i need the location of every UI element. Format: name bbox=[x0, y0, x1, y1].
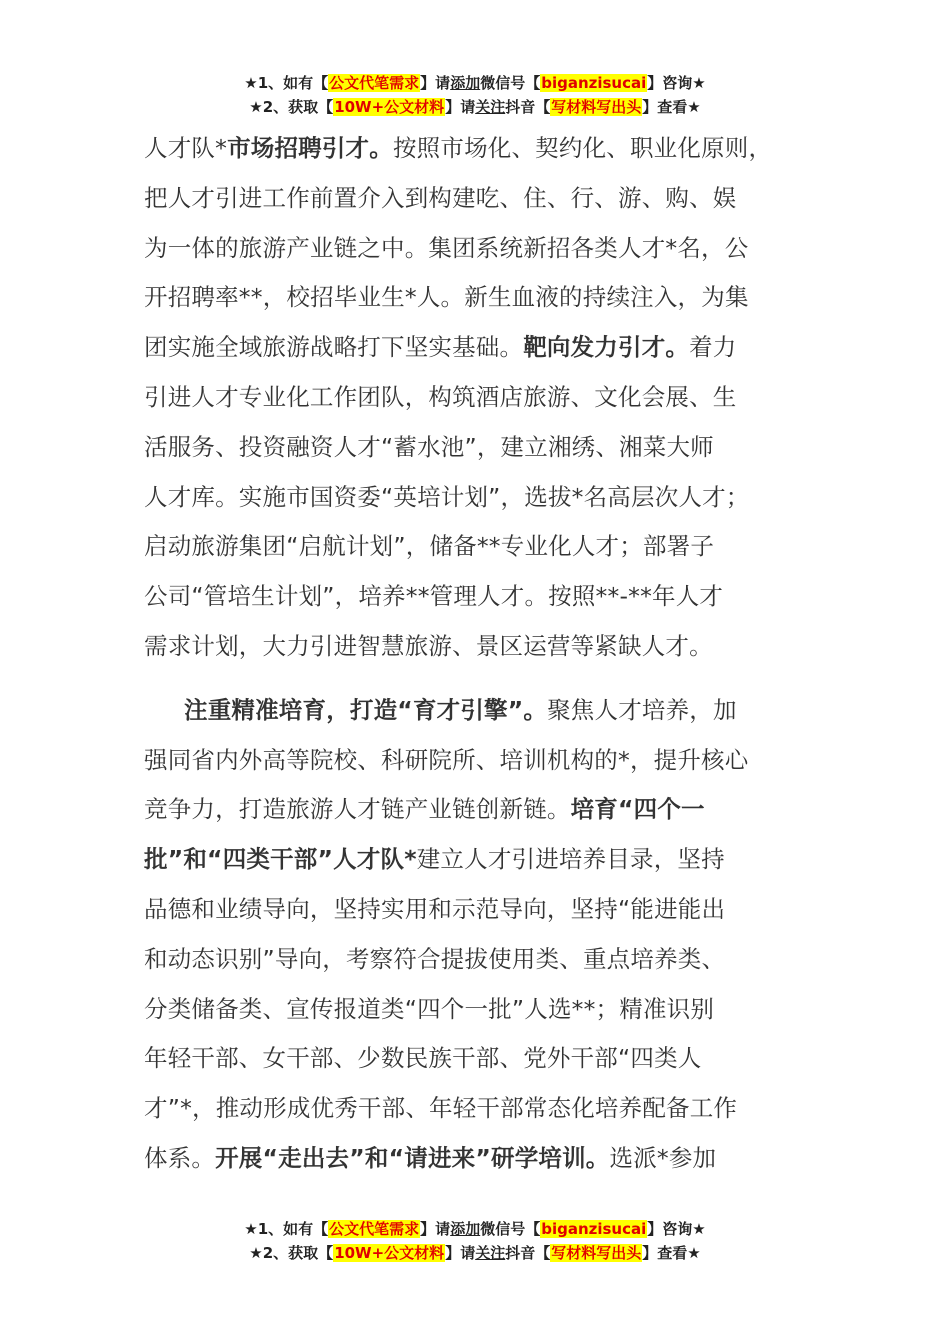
text-line bbox=[144, 124, 834, 174]
text-line: 品德和业绩导向，坚持实用和示范导向，坚持“能进能出 bbox=[144, 894, 726, 923]
document-body bbox=[144, 124, 834, 1184]
text-run: 聚焦人才培养，加 bbox=[547, 695, 737, 724]
text-line: 公司“管培生计划”，培养**管理人才。按照**-**年人才 bbox=[144, 582, 724, 611]
header-line-2-part: 】查看★ bbox=[642, 98, 701, 116]
underlined-add: 添加 bbox=[450, 74, 481, 92]
bold-heading-four-groups: 培育“四个一 bbox=[570, 795, 705, 824]
header-line-2-part: 抖音【 bbox=[505, 98, 551, 116]
text-line: 为一体的旅游产业链之中。集团系统新招各类人才*名，公 bbox=[144, 233, 749, 262]
text-line: 年轻干部、女干部、少数民族干部、党外干部“四类人 bbox=[144, 1044, 702, 1073]
text-line bbox=[144, 785, 834, 835]
paragraph-talent-recruitment bbox=[144, 124, 834, 672]
bold-heading-market-recruitment: 市场招聘引才。 bbox=[227, 134, 393, 162]
text-line: 和动态识别”导向，考察符合提拔使用类、重点培养类、 bbox=[144, 944, 726, 973]
highlight-douyin-account: 写材料写出头 bbox=[551, 1244, 642, 1262]
text-line: 人才库。实施市国资委“英培计划”，选拔*名高层次人才； bbox=[144, 482, 750, 511]
text-line bbox=[144, 835, 834, 885]
footer-line-1 bbox=[0, 1218, 950, 1240]
text-line: 才”*，推动形成优秀干部、年轻干部常态化培养配备工作 bbox=[144, 1094, 738, 1123]
header-line-1-part: 】请 bbox=[420, 74, 451, 92]
highlight-wechat-id: biganzisucai bbox=[541, 1220, 647, 1238]
text-line: 强同省内外高等院校、科研院所、培训机构的*，提升核心 bbox=[144, 745, 749, 774]
text-line bbox=[144, 1134, 834, 1184]
highlight-materials: 10W+公文材料 bbox=[334, 1244, 445, 1262]
text-run: 体系。 bbox=[144, 1143, 216, 1172]
underlined-add: 添加 bbox=[450, 1220, 481, 1238]
text-line: 引进人才专业化工作团队，构筑酒店旅游、文化会展、生 bbox=[144, 382, 737, 411]
bold-heading-four-groups-cont: 批”和“四类干部”人才队* bbox=[144, 845, 417, 874]
text-run: 建立人才引进培养目录，坚持 bbox=[416, 845, 725, 874]
header-line-1-part: 微信号【 bbox=[480, 74, 541, 92]
highlight-ghostwriting: 公文代笔需求 bbox=[329, 74, 420, 92]
header-line-2-part: ★2、获取【 bbox=[249, 98, 334, 116]
text-line: 开招聘率**，校招毕业生*人。新生血液的持续注入，为集 bbox=[144, 283, 749, 312]
highlight-wechat-id: biganzisucai bbox=[541, 74, 647, 92]
underlined-follow: 关注 bbox=[475, 98, 506, 116]
footer-line-2-part: 抖音【 bbox=[505, 1244, 551, 1262]
footer-line-1-part: 】请 bbox=[420, 1220, 451, 1238]
footer-line-2 bbox=[0, 1242, 950, 1264]
text-run: 选派*参加 bbox=[609, 1143, 717, 1172]
text-line: 把人才引进工作前置介入到构建吃、住、行、游、购、娱 bbox=[144, 183, 737, 212]
text-line: 活服务、投资融资人才“蓄水池”，建立湘绣、湘菜大师 bbox=[144, 432, 714, 461]
highlight-materials: 10W+公文材料 bbox=[334, 98, 445, 116]
text-line: 分类储备类、宣传报道类“四个一批”人选**；精准识别 bbox=[144, 994, 715, 1023]
highlight-douyin-account: 写材料写出头 bbox=[551, 98, 642, 116]
bold-heading-targeted-recruitment: 靶向发力引才。 bbox=[523, 333, 690, 362]
header-line-1-part: 】咨询★ bbox=[647, 74, 706, 92]
paragraph-precise-training bbox=[144, 686, 834, 1184]
text-run: 团实施全域旅游战略打下坚实基础。 bbox=[144, 333, 524, 362]
header-line-1-part: ★1、如有【 bbox=[244, 74, 329, 92]
text-run: 竞争力，打造旅游人才链产业链创新链。 bbox=[144, 795, 571, 824]
footer-line-2-part: ★2、获取【 bbox=[249, 1244, 334, 1262]
bold-heading-precise-training: 注重精准培育，打造“育才引擎”。 bbox=[184, 695, 548, 724]
text-line bbox=[144, 323, 834, 373]
footer-line-1-part: 】咨询★ bbox=[647, 1220, 706, 1238]
footer-line-1-part: ★1、如有【 bbox=[244, 1220, 329, 1238]
text-line bbox=[144, 686, 834, 736]
text-line: 启动旅游集团“启航计划”，储备**专业化人才；部署子 bbox=[144, 532, 715, 561]
footer-line-2-part: 】请 bbox=[445, 1244, 476, 1262]
text-run: 按照市场化、契约化、职业化原则， bbox=[392, 134, 773, 162]
text-run: 着力 bbox=[689, 333, 737, 362]
footer-line-2-part: 】查看★ bbox=[642, 1244, 701, 1262]
header-line-1 bbox=[0, 72, 950, 94]
header-line-2-part: 】请 bbox=[445, 98, 476, 116]
bold-heading-study-training: 开展“走出去”和“请进来”研学培训。 bbox=[215, 1143, 610, 1172]
text-line: 需求计划，大力引进智慧旅游、景区运营等紧缺人才。 bbox=[144, 631, 713, 660]
underlined-follow: 关注 bbox=[475, 1244, 506, 1262]
header-line-2 bbox=[0, 96, 950, 118]
footer-line-1-part: 微信号【 bbox=[480, 1220, 541, 1238]
highlight-ghostwriting: 公文代笔需求 bbox=[329, 1220, 420, 1238]
text-run: 人才队* bbox=[144, 134, 228, 162]
